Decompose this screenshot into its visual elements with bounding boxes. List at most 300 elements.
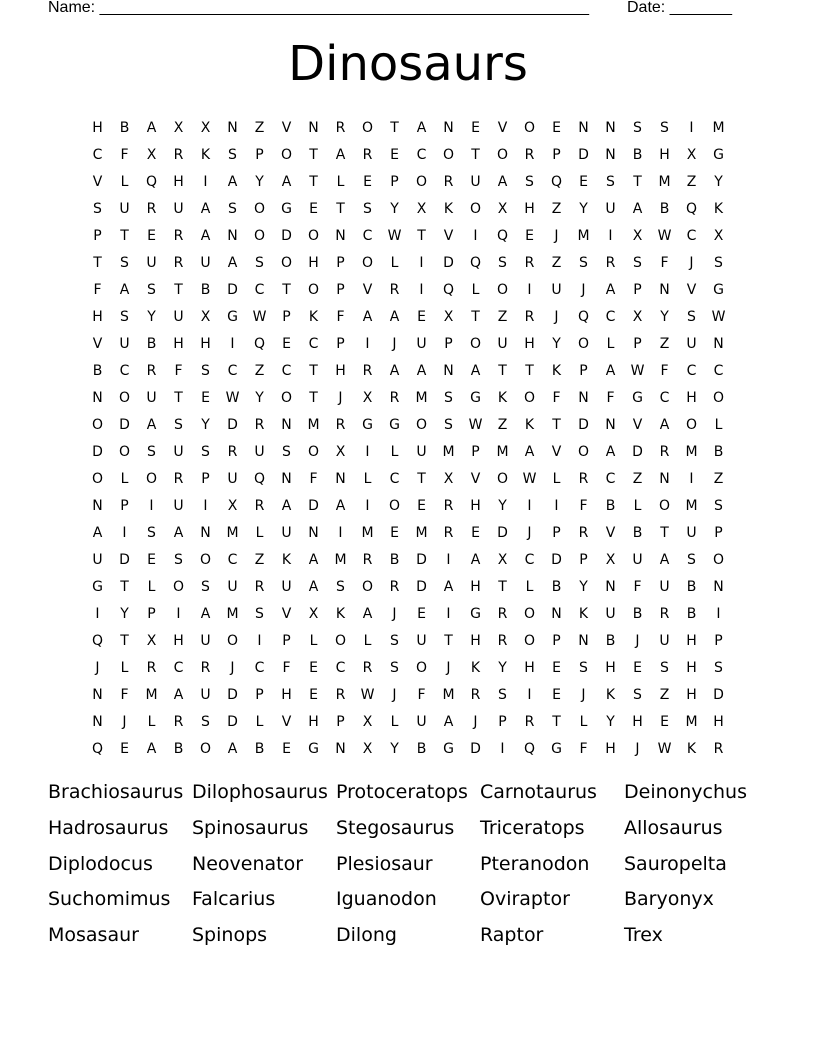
grid-letter: A: [362, 308, 373, 325]
grid-letter: O: [226, 632, 239, 649]
grid-letter: O: [118, 443, 131, 460]
grid-letter: M: [658, 173, 671, 190]
grid-letter: Q: [469, 254, 482, 271]
grid-letter: D: [416, 551, 427, 568]
grid-letter: R: [524, 308, 535, 325]
grid-letter: P: [714, 632, 723, 649]
grid-letter: U: [200, 254, 211, 271]
grid-letter: Y: [579, 200, 588, 217]
grid-letter: S: [336, 578, 345, 595]
grid-letter: O: [415, 173, 428, 190]
grid-letter: H: [659, 146, 670, 163]
grid-letter: B: [713, 443, 724, 460]
grid-letter: I: [176, 605, 181, 622]
word-list: [48, 778, 768, 957]
grid-letter: P: [336, 713, 345, 730]
grid-letter: I: [257, 632, 262, 649]
grid-letter: H: [92, 119, 103, 136]
grid-letter: L: [525, 578, 534, 595]
grid-letter: R: [146, 362, 157, 379]
grid-letter: R: [443, 173, 454, 190]
grid-letter: O: [91, 416, 104, 433]
grid-letter: A: [632, 200, 643, 217]
grid-letter: Z: [497, 308, 508, 325]
grid-letter: P: [282, 632, 291, 649]
grid-letter: E: [660, 713, 669, 730]
word-list-item: Allosaurus: [624, 816, 723, 839]
grid-letter: A: [173, 524, 184, 541]
grid-letter: I: [689, 119, 694, 136]
grid-letter: M: [685, 497, 698, 514]
grid-letter: P: [336, 335, 345, 352]
grid-letter: U: [227, 470, 238, 487]
grid-letter: Q: [577, 308, 590, 325]
grid-row: [84, 411, 732, 438]
grid-letter: E: [633, 659, 642, 676]
grid-letter: V: [632, 416, 643, 433]
grid-letter: N: [92, 713, 103, 730]
grid-letter: L: [255, 524, 264, 541]
grid-letter: H: [524, 659, 535, 676]
grid-letter: Z: [632, 470, 643, 487]
grid-row: [84, 519, 732, 546]
grid-letter: A: [416, 362, 427, 379]
grid-row: [84, 654, 732, 681]
grid-letter: C: [227, 551, 238, 568]
grid-letter: R: [227, 443, 238, 460]
grid-letter: Z: [551, 200, 562, 217]
grid-letter: D: [227, 713, 238, 730]
word-list-item: Triceratops: [480, 816, 585, 839]
grid-letter: T: [417, 227, 426, 244]
grid-letter: D: [632, 443, 643, 460]
grid-letter: R: [362, 659, 373, 676]
grid-letter: U: [200, 632, 211, 649]
grid-letter: R: [173, 713, 184, 730]
grid-letter: U: [416, 632, 427, 649]
grid-letter: X: [200, 119, 211, 136]
grid-letter: P: [633, 335, 642, 352]
grid-letter: W: [630, 362, 645, 379]
word-list-item: Spinops: [192, 924, 268, 947]
grid-letter: J: [554, 227, 559, 244]
grid-letter: U: [281, 578, 292, 595]
grid-letter: E: [579, 173, 588, 190]
grid-letter: I: [689, 470, 694, 487]
grid-letter: R: [443, 497, 454, 514]
grid-letter: H: [632, 713, 643, 730]
grid-letter: B: [632, 146, 643, 163]
grid-letter: K: [470, 659, 481, 676]
grid-letter: J: [635, 740, 640, 757]
word-list-item: Neovenator: [192, 852, 304, 875]
grid-letter: P: [255, 146, 264, 163]
grid-letter: V: [92, 335, 103, 352]
grid-letter: F: [174, 362, 183, 379]
grid-letter: S: [255, 254, 264, 271]
grid-letter: W: [522, 470, 537, 487]
grid-letter: O: [145, 470, 158, 487]
grid-letter: V: [281, 605, 292, 622]
grid-letter: X: [443, 308, 454, 325]
grid-letter: S: [579, 659, 588, 676]
grid-letter: U: [173, 443, 184, 460]
grid-letter: R: [335, 416, 346, 433]
grid-letter: L: [120, 470, 129, 487]
grid-letter: R: [362, 146, 373, 163]
grid-letter: F: [579, 497, 588, 514]
grid-letter: O: [253, 227, 266, 244]
grid-letter: S: [660, 659, 669, 676]
word-list-item: Stegosaurus: [336, 816, 455, 839]
grid-letter: N: [308, 119, 319, 136]
grid-letter: P: [147, 605, 156, 622]
grid-letter: T: [309, 173, 318, 190]
grid-letter: T: [174, 389, 183, 406]
grid-row: [84, 357, 732, 384]
grid-letter: L: [147, 713, 156, 730]
grid-letter: E: [525, 227, 534, 244]
grid-letter: G: [281, 200, 292, 217]
grid-letter: E: [417, 497, 426, 514]
grid-letter: U: [605, 200, 616, 217]
grid-row: [84, 708, 732, 735]
grid-letter: S: [633, 119, 642, 136]
word-list-item: Hadrosaurus: [48, 816, 169, 839]
grid-letter: G: [92, 578, 103, 595]
grid-letter: O: [442, 146, 455, 163]
grid-letter: N: [92, 497, 103, 514]
grid-letter: F: [606, 389, 615, 406]
grid-letter: S: [579, 254, 588, 271]
grid-letter: O: [91, 470, 104, 487]
grid-letter: L: [390, 443, 399, 460]
grid-letter: M: [496, 443, 509, 460]
grid-letter: A: [173, 686, 184, 703]
grid-letter: U: [173, 497, 184, 514]
grid-letter: Y: [660, 308, 669, 325]
grid-letter: G: [362, 416, 373, 433]
grid-letter: U: [173, 200, 184, 217]
grid-letter: B: [686, 578, 697, 595]
grid-letter: X: [605, 551, 616, 568]
grid-letter: S: [174, 551, 183, 568]
grid-letter: J: [527, 524, 532, 541]
grid-letter: M: [577, 227, 590, 244]
grid-letter: P: [579, 362, 588, 379]
grid-letter: S: [228, 146, 237, 163]
grid-letter: E: [390, 146, 399, 163]
grid-letter: P: [714, 524, 723, 541]
grid-row: [84, 465, 732, 492]
grid-letter: S: [147, 524, 156, 541]
grid-letter: O: [469, 335, 482, 352]
grid-letter: L: [552, 470, 561, 487]
grid-letter: P: [390, 173, 399, 190]
grid-letter: N: [605, 416, 616, 433]
grid-letter: H: [605, 659, 616, 676]
grid-letter: L: [633, 497, 642, 514]
grid-letter: E: [120, 740, 129, 757]
grid-letter: C: [686, 227, 697, 244]
grid-letter: J: [581, 686, 586, 703]
grid-letter: U: [173, 308, 184, 325]
grid-letter: S: [633, 254, 642, 271]
grid-letter: Y: [606, 713, 615, 730]
grid-letter: O: [280, 254, 293, 271]
grid-letter: T: [498, 578, 507, 595]
grid-letter: V: [281, 119, 292, 136]
grid-letter: Y: [120, 605, 129, 622]
word-list-item: Sauropelta: [624, 852, 727, 875]
grid-row: [84, 573, 732, 600]
grid-letter: L: [309, 632, 318, 649]
grid-letter: K: [686, 740, 697, 757]
grid-letter: U: [227, 578, 238, 595]
grid-letter: T: [309, 146, 318, 163]
grid-letter: A: [389, 308, 400, 325]
grid-letter: P: [120, 497, 129, 514]
grid-row: [84, 384, 732, 411]
grid-letter: N: [335, 227, 346, 244]
grid-letter: K: [281, 551, 292, 568]
grid-letter: J: [635, 632, 640, 649]
grid-letter: M: [307, 416, 320, 433]
grid-letter: O: [361, 254, 374, 271]
grid-letter: E: [309, 659, 318, 676]
grid-letter: D: [578, 416, 589, 433]
grid-letter: A: [362, 605, 373, 622]
grid-letter: Y: [201, 416, 210, 433]
grid-letter: H: [713, 713, 724, 730]
grid-letter: Z: [686, 173, 697, 190]
grid-letter: H: [605, 740, 616, 757]
grid-letter: R: [524, 146, 535, 163]
grid-letter: Z: [254, 119, 265, 136]
grid-letter: E: [147, 227, 156, 244]
grid-letter: Y: [255, 173, 264, 190]
grid-letter: A: [92, 524, 103, 541]
grid-letter: O: [253, 200, 266, 217]
grid-letter: O: [523, 119, 536, 136]
grid-letter: U: [416, 443, 427, 460]
grid-letter: K: [713, 200, 724, 217]
grid-letter: O: [199, 551, 212, 568]
grid-letter: D: [308, 497, 319, 514]
grid-letter: M: [145, 686, 158, 703]
grid-letter: L: [120, 173, 129, 190]
grid-letter: R: [524, 713, 535, 730]
grid-letter: R: [713, 740, 724, 757]
grid-letter: C: [389, 470, 400, 487]
grid-letter: Q: [496, 227, 509, 244]
grid-letter: I: [446, 551, 451, 568]
grid-letter: T: [120, 632, 129, 649]
grid-letter: O: [496, 146, 509, 163]
grid-letter: U: [551, 281, 562, 298]
grid-letter: V: [92, 173, 103, 190]
grid-letter: T: [444, 632, 453, 649]
grid-letter: A: [470, 551, 481, 568]
grid-letter: A: [443, 578, 454, 595]
grid-letter: T: [525, 362, 534, 379]
word-list-item: Oviraptor: [480, 888, 570, 911]
grid-letter: K: [308, 308, 319, 325]
grid-letter: R: [524, 254, 535, 271]
grid-letter: X: [686, 146, 697, 163]
grid-letter: X: [200, 308, 211, 325]
grid-letter: R: [389, 389, 400, 406]
grid-letter: I: [338, 524, 343, 541]
word-list-item: Carnotaurus: [480, 781, 597, 803]
grid-letter: I: [149, 497, 154, 514]
grid-letter: W: [225, 389, 240, 406]
grid-letter: D: [713, 686, 724, 703]
grid-letter: A: [200, 227, 211, 244]
grid-letter: C: [605, 308, 616, 325]
grid-letter: D: [92, 443, 103, 460]
grid-letter: V: [686, 281, 697, 298]
grid-letter: J: [338, 389, 343, 406]
grid-letter: B: [686, 605, 697, 622]
grid-letter: T: [390, 119, 399, 136]
grid-letter: D: [119, 416, 130, 433]
grid-letter: N: [659, 281, 670, 298]
grid-letter: B: [551, 578, 562, 595]
grid-letter: O: [172, 578, 185, 595]
grid-letter: T: [552, 713, 561, 730]
grid-letter: O: [307, 227, 320, 244]
grid-letter: O: [469, 200, 482, 217]
grid-row: [84, 546, 732, 573]
grid-letter: A: [659, 416, 670, 433]
grid-letter: E: [471, 119, 480, 136]
grid-letter: E: [282, 740, 291, 757]
grid-letter: G: [227, 308, 238, 325]
grid-letter: Q: [523, 740, 536, 757]
date-line: Date: _______: [627, 0, 732, 16]
grid-letter: W: [252, 308, 267, 325]
grid-letter: C: [416, 146, 427, 163]
grid-letter: I: [365, 335, 370, 352]
grid-letter: G: [551, 740, 562, 757]
word-list-item: Plesiosaur: [336, 852, 433, 875]
grid-letter: D: [119, 551, 130, 568]
grid-letter: O: [361, 119, 374, 136]
word-list-item: Deinonychus: [624, 781, 747, 803]
grid-letter: L: [147, 578, 156, 595]
grid-letter: I: [122, 524, 127, 541]
grid-letter: U: [686, 335, 697, 352]
grid-letter: C: [686, 362, 697, 379]
grid-letter: U: [119, 200, 130, 217]
grid-letter: G: [443, 740, 454, 757]
grid-letter: S: [120, 308, 129, 325]
grid-letter: H: [470, 497, 481, 514]
grid-letter: O: [280, 389, 293, 406]
grid-letter: I: [527, 497, 532, 514]
grid-letter: Z: [497, 416, 508, 433]
grid-letter: V: [470, 470, 481, 487]
grid-letter: S: [228, 200, 237, 217]
grid-letter: G: [713, 146, 724, 163]
grid-letter: F: [120, 146, 129, 163]
grid-letter: J: [230, 659, 235, 676]
grid-letter: E: [417, 308, 426, 325]
grid-letter: E: [552, 686, 561, 703]
grid-letter: P: [282, 308, 291, 325]
grid-letter: O: [415, 659, 428, 676]
grid-letter: S: [633, 686, 642, 703]
grid-letter: P: [471, 443, 480, 460]
grid-letter: E: [417, 605, 426, 622]
grid-letter: K: [335, 605, 346, 622]
grid-letter: K: [551, 362, 562, 379]
grid-letter: B: [173, 740, 184, 757]
grid-row: [84, 438, 732, 465]
grid-row: [84, 330, 732, 357]
grid-letter: B: [632, 605, 643, 622]
grid-letter: D: [578, 146, 589, 163]
grid-letter: A: [605, 443, 616, 460]
grid-letter: T: [552, 416, 561, 433]
grid-letter: R: [659, 605, 670, 622]
word-list-item: Pteranodon: [480, 852, 590, 875]
grid-letter: H: [308, 254, 319, 271]
grid-letter: Y: [714, 173, 723, 190]
grid-letter: X: [227, 497, 238, 514]
grid-letter: X: [632, 227, 643, 244]
grid-letter: U: [416, 713, 427, 730]
grid-letter: U: [605, 605, 616, 622]
grid-letter: K: [578, 605, 589, 622]
grid-letter: R: [254, 578, 265, 595]
grid-letter: S: [201, 578, 210, 595]
grid-letter: W: [711, 308, 726, 325]
grid-letter: R: [146, 659, 157, 676]
grid-letter: A: [605, 362, 616, 379]
grid-letter: E: [552, 659, 561, 676]
grid-letter: U: [119, 335, 130, 352]
grid-letter: T: [174, 281, 183, 298]
grid-letter: P: [552, 146, 561, 163]
grid-letter: O: [577, 335, 590, 352]
worksheet-header: [48, 0, 748, 20]
grid-letter: Q: [91, 632, 104, 649]
grid-letter: E: [309, 686, 318, 703]
grid-letter: S: [201, 443, 210, 460]
grid-letter: R: [578, 524, 589, 541]
word-list-item: Spinosaurus: [192, 816, 309, 839]
grid-letter: J: [581, 281, 586, 298]
grid-letter: S: [498, 686, 507, 703]
grid-letter: B: [605, 497, 616, 514]
grid-letter: B: [146, 335, 157, 352]
grid-letter: I: [95, 605, 100, 622]
grid-letter: S: [93, 200, 102, 217]
grid-letter: A: [605, 281, 616, 298]
grid-letter: C: [713, 362, 724, 379]
grid-letter: U: [416, 335, 427, 352]
grid-letter: N: [605, 578, 616, 595]
grid-letter: A: [335, 146, 346, 163]
grid-letter: H: [470, 632, 481, 649]
grid-letter: C: [659, 389, 670, 406]
grid-letter: T: [633, 173, 642, 190]
grid-row: [84, 249, 732, 276]
grid-letter: M: [226, 524, 239, 541]
grid-letter: L: [471, 281, 480, 298]
